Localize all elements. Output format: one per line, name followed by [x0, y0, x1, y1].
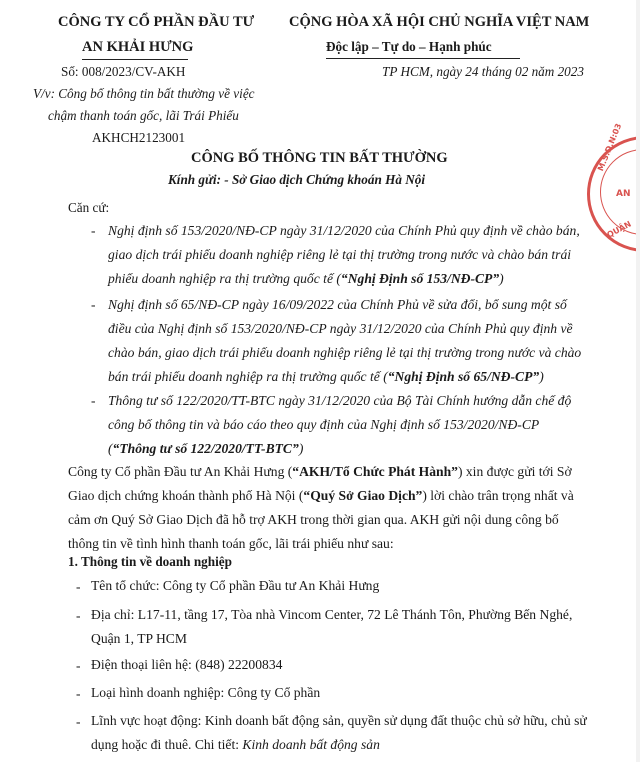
bond-code: AKHCH2123001 — [92, 130, 186, 145]
seal-bottom-text: QUẬN — [605, 219, 633, 240]
phone-field: Điện thoại liên hệ: (848) 22200834 — [91, 657, 283, 672]
document-title: CÔNG BỐ THÔNG TIN BẤT THƯỜNG — [191, 150, 448, 166]
bullet-dash: - — [76, 579, 81, 594]
bullet-dash: - — [76, 686, 81, 701]
business-field: Lĩnh vực hoạt động: Kinh doanh bất động sản, quyền sử dụng đất thuộc chủ sở hữu, chủ sử dụng hoặc đi thuê. Chi tiết: Kinh doanh bất động sản — [91, 713, 587, 752]
bullet-dash: - — [91, 223, 96, 238]
company-underline — [82, 59, 188, 60]
company-seal — [587, 122, 640, 252]
address-field: Địa chỉ: L17-11, tầng 17, Tòa nhà Vincom Center, 72 Lê Thánh Tôn, Phường Bến Nghé, Quận 1, TP HCM — [91, 607, 573, 646]
section1-heading: 1. Thông tin về doanh nghiệp — [68, 554, 232, 569]
basis-item-2: Nghị định số 65/NĐ-CP ngày 16/09/2022 của Chính Phủ về sửa đổi, bổ sung một số điều của Nghị định số 153/2020/NĐ-CP ngày 31/12/2020 của Chính Phủ quy định về chào bán, giao dịch trái phiếu doanh nghiệp riêng lẻ tại thị trường trong nước và chào bán trái phiếu doanh nghiệp ra thị trường quốc tế (“Nghị Định số 65/NĐ-CP”) — [108, 297, 582, 384]
bullet-dash: - — [76, 608, 81, 623]
company-name-field: Tên tổ chức: Công ty Cổ phần Đầu tư An Khải Hưng — [91, 578, 380, 593]
document-number: Số: 008/2023/CV-AKH — [61, 64, 186, 79]
subject-line1: V/v: Công bố thông tin bất thường về việc — [33, 86, 255, 101]
basis-item-1: Nghị định số 153/2020/NĐ-CP ngày 31/12/2020 của Chính Phủ quy định về chào bán, giao dịch trái phiếu doanh nghiệp riêng lẻ tại thị trường trong nước và chào bán trái phiếu doanh nghiệp ra thị trường quốc tế (“Nghị Định số 153/NĐ-CP”) — [108, 223, 580, 286]
company-name-line1: CÔNG TY CỔ PHẦN ĐẦU TƯ — [58, 14, 255, 30]
national-motto: Độc lập – Tự do – Hạnh phúc — [326, 39, 492, 54]
basis-label: Căn cứ: — [68, 200, 110, 215]
bullet-dash: - — [91, 393, 96, 408]
basis-item-3: Thông tư số 122/2020/TT-BTC ngày 31/12/2020 của Bộ Tài Chính hướng dẫn chế độ công bố thông tin và báo cáo theo quy định của Nghị định số 153/2020/NĐ-CP (“Thông tư số 122/2020/TT-BTC”) — [108, 393, 572, 456]
bullet-dash: - — [76, 658, 81, 673]
scan-edge — [636, 0, 640, 762]
bullet-dash: - — [91, 297, 96, 312]
business-type-field: Loại hình doanh nghiệp: Công ty Cổ phần — [91, 685, 321, 700]
place-date: TP HCM, ngày 24 tháng 02 năm 2023 — [382, 64, 584, 79]
motto-underline — [326, 58, 520, 59]
bullet-dash: - — [76, 714, 81, 729]
seal-side-text: AN — [616, 189, 631, 199]
recipient: Kính gửi: - Sở Giao dịch Chứng khoán Hà Nội — [168, 172, 426, 187]
company-name-line2: AN KHẢI HƯNG — [82, 39, 194, 55]
seal-top-text: M.S.D.N:03 — [596, 122, 624, 173]
intro-paragraph: Công ty Cổ phần Đầu tư An Khải Hưng (“AKH/Tổ Chức Phát Hành”) xin được gửi tới Sở Giao dịch chứng khoán thành phố Hà Nội (“Quý Sở Giao Dịch”) lời chào trân trọng nhất và cảm ơn Quý Sở Giao Dịch đã hỗ trợ AKH trong thời gian qua. AKH gửi nội dung công bố thông tin về tình hình thanh toán gốc, lãi trái phiếu như sau: — [68, 464, 574, 551]
country-name: CỘNG HÒA XÃ HỘI CHỦ NGHĨA VIỆT NAM — [289, 14, 590, 30]
subject-line2: chậm thanh toán gốc, lãi Trái Phiếu — [48, 108, 239, 123]
